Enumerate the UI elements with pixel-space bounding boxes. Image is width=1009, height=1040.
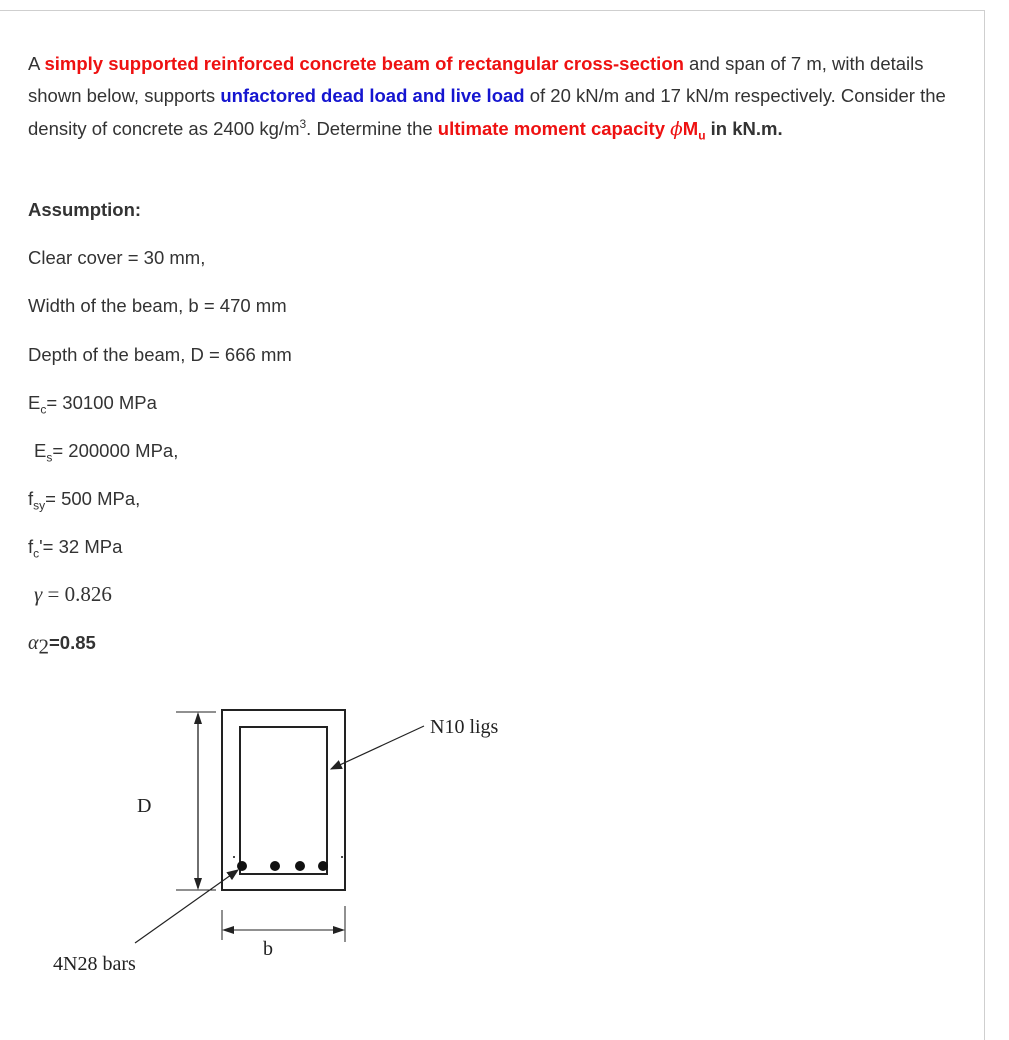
gamma-symbol: γ — [34, 582, 43, 606]
problem-text: and span of 7 m, with details shown below, supports — [28, 53, 924, 107]
subscript: sy — [33, 498, 46, 513]
problem-highlight-text: ultimate moment capacity — [437, 117, 671, 139]
problem-text: . Determine the — [306, 117, 438, 139]
dimension-arrow — [333, 926, 345, 934]
symbol: E — [28, 392, 41, 413]
rebar-dot — [295, 861, 305, 871]
subscript: 2 — [38, 634, 49, 659]
dimension-arrow — [222, 926, 234, 934]
rebar-dot — [270, 861, 280, 871]
assumption-cover: Clear cover = 30 mm, — [28, 247, 206, 268]
phi-symbol: ϕ — [670, 118, 683, 140]
ligature-outline — [240, 727, 327, 874]
superscript: 3 — [299, 116, 307, 131]
bars-leader-line — [135, 870, 238, 943]
symbol: E — [34, 440, 47, 461]
value: = 0.826 — [42, 582, 112, 606]
rebar-dot — [237, 861, 247, 871]
alpha-symbol: α — [28, 632, 39, 654]
rebar-mark — [233, 856, 235, 858]
problem-text: A — [28, 53, 45, 74]
subscript: c — [40, 402, 47, 417]
symbol: f — [28, 488, 34, 509]
moment-symbol: M — [682, 117, 699, 139]
label-ligs: N10 ligs — [430, 716, 499, 738]
value: '= 32 MPa — [39, 536, 123, 557]
problem-highlight-red: simply supported reinforced concrete beam of rectangular cross-section — [44, 53, 684, 74]
problem-highlight-blue: unfactored dead load and live load — [220, 85, 525, 107]
rebar-dot — [318, 861, 328, 871]
subscript: s — [46, 450, 53, 465]
value: = 30100 MPa — [46, 392, 157, 413]
label-bars: 4N28 bars — [53, 953, 136, 975]
value: = 500 MPa, — [45, 488, 141, 509]
value: =0.85 — [49, 632, 96, 653]
dimension-arrow — [194, 878, 202, 890]
label-width: b — [263, 938, 273, 960]
assumption-heading: Assumption: — [28, 199, 142, 220]
problem-text: of 20 kN/m and 17 kN/m respectively. Consider the density of concrete as 2400 kg/m — [28, 85, 946, 139]
rebar-mark — [341, 856, 343, 858]
assumption-depth: Depth of the beam, D = 666 mm — [28, 344, 292, 365]
value: = 200000 MPa, — [52, 440, 179, 461]
label-depth: D — [137, 795, 152, 817]
subscript: c — [33, 546, 40, 561]
symbol: f — [28, 536, 34, 557]
assumption-width: Width of the beam, b = 470 mm — [28, 295, 287, 316]
problem-text: in kN.m. — [705, 117, 783, 139]
subscript: u — [698, 128, 706, 143]
dimension-arrow — [194, 712, 202, 724]
